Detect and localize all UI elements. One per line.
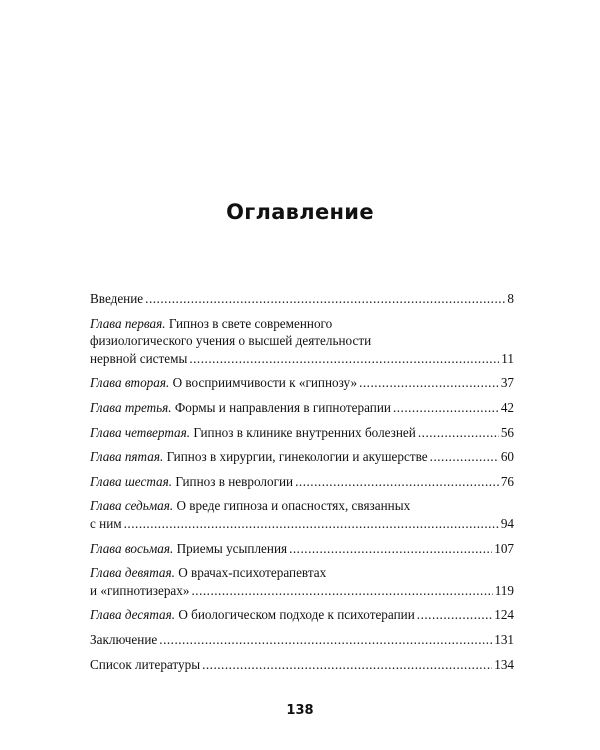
chapter-label: Глава первая.: [90, 315, 166, 331]
toc-entry-title: Список литературы: [90, 656, 201, 672]
toc-page-number: 131: [494, 631, 514, 647]
dot-leader: [145, 290, 505, 308]
toc-entry-chapter-2: [90, 374, 514, 392]
toc-entry-chapter-10: [90, 606, 514, 624]
toc-entry-chapter-5: [90, 448, 514, 466]
toc-entry-title-continued: с ним: [90, 515, 122, 531]
dot-leader: [189, 350, 499, 368]
page-number: 138: [286, 703, 314, 718]
dot-leader: [359, 374, 499, 392]
toc-page-number: 76: [500, 473, 514, 489]
toc-entry-chapter-3: [90, 399, 514, 417]
dot-leader: [191, 582, 492, 600]
chapter-label: Глава пятая.: [90, 449, 164, 465]
dot-leader: [417, 606, 492, 624]
chapter-label: Глава вторая.: [90, 375, 170, 391]
toc-page-number: 107: [494, 540, 514, 556]
toc-page-number: 119: [494, 582, 514, 598]
table-of-contents: [90, 290, 514, 680]
toc-page-number: 11: [501, 350, 514, 366]
toc-entry-title: О биологическом подходе к психотерапии: [175, 607, 415, 623]
toc-entry-chapter-8: [90, 540, 514, 558]
chapter-label: Глава десятая.: [90, 607, 176, 623]
toc-entry-chapter-9: [90, 564, 514, 599]
toc-entry-title: О восприимчивости к «гипнозу»: [169, 375, 358, 391]
dot-leader: [418, 424, 499, 442]
dot-leader: [393, 399, 499, 417]
toc-entry-title: Гипноз в неврологии: [172, 473, 294, 489]
toc-entry-chapter-6: [90, 473, 514, 491]
chapter-label: Глава четвертая.: [90, 424, 191, 440]
dot-leader: [430, 448, 499, 466]
page-title: Оглавление: [226, 200, 374, 224]
toc-entry-title: О вреде гипноза и опасностях, связанных: [173, 498, 411, 514]
toc-entry-title: О врачах-психотерапевтах: [174, 565, 327, 581]
toc-entry-chapter-1: [90, 315, 514, 368]
toc-page-number: 124: [494, 607, 514, 623]
dot-leader: [159, 631, 492, 649]
toc-entry-title: Заключение: [90, 631, 158, 647]
chapter-label: Глава шестая.: [90, 473, 173, 489]
dot-leader: [289, 540, 492, 558]
dot-leader: [124, 515, 499, 533]
dot-leader: [295, 473, 499, 491]
toc-entry-title: Формы и направления в гипнотерапии: [171, 399, 391, 415]
toc-page-number: 8: [507, 291, 514, 306]
toc-page-number: 134: [494, 656, 514, 672]
chapter-label: Глава восьмая.: [90, 540, 174, 556]
toc-page-number: 42: [500, 399, 514, 415]
toc-entry-title: Введение: [90, 291, 144, 306]
chapter-label: Глава девятая.: [90, 565, 175, 581]
toc-entry-title: Приемы усыпления: [173, 540, 288, 556]
toc-entry-title: Гипноз в клинике внутренних болезней: [190, 424, 416, 440]
toc-entry-title: Гипноз в свете современного: [165, 315, 333, 331]
toc-page-number: 60: [500, 449, 514, 465]
toc-entry-conclusion: [90, 631, 514, 649]
chapter-label: Глава третья.: [90, 399, 172, 415]
toc-entry-title-continued: нервной системы: [90, 350, 188, 366]
toc-entry-introduction: [90, 290, 514, 308]
toc-entry-title-continued: и «гипнотизерах»: [90, 582, 190, 598]
toc-entry-title-continued: физиологического учения о высшей деятельности: [90, 333, 372, 349]
toc-entry-references: [90, 656, 514, 674]
toc-page-number: 56: [500, 424, 514, 440]
toc-page-number: 94: [500, 515, 514, 531]
toc-entry-title: Гипноз в хирургии, гинекологии и акушерстве: [163, 449, 428, 465]
chapter-label: Глава седьмая.: [90, 498, 174, 514]
toc-page-number: 37: [500, 375, 514, 391]
toc-entry-chapter-4: [90, 424, 514, 442]
dot-leader: [202, 656, 492, 674]
toc-entry-chapter-7: [90, 497, 514, 532]
